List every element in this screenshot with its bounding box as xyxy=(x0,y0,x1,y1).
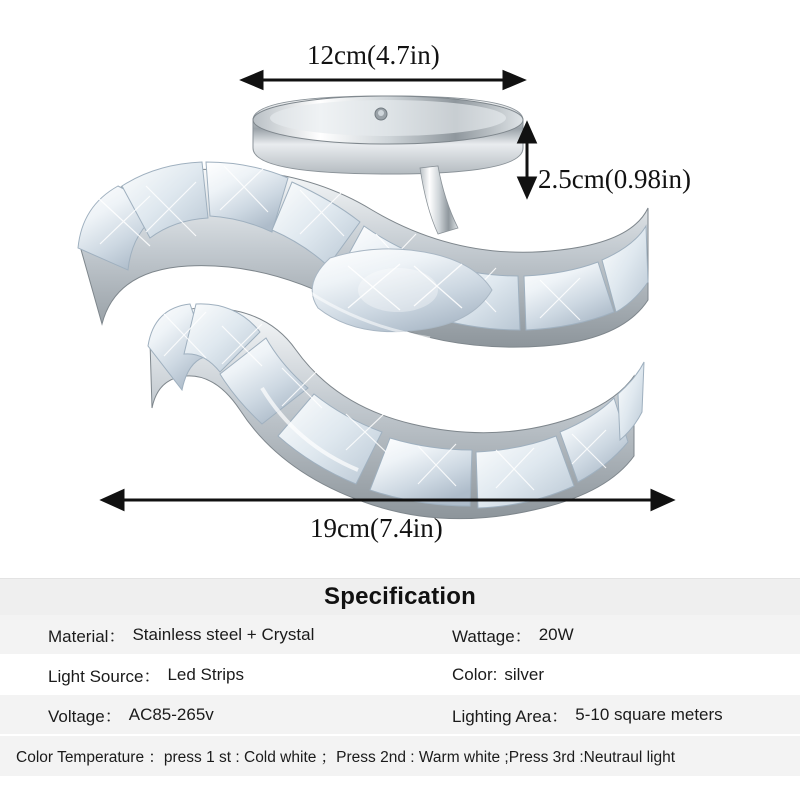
dimension-right-height: 2.5cm(0.98in) xyxy=(538,164,691,194)
spec-color-temperature-note: Color Temperature ：press 1 st : Cold white ；Press 2nd : Warm white ;Press 3rd :Neutraul light xyxy=(16,749,675,766)
specification-title: Specification xyxy=(324,583,476,610)
specification-panel xyxy=(0,578,800,800)
bottom-strip xyxy=(0,790,800,800)
spec-key-color: Color: xyxy=(452,664,498,684)
spec-cell-color xyxy=(390,665,800,685)
spec-key-wattage: Wattage： xyxy=(452,627,532,646)
spec-key-light-source: Light Source： xyxy=(48,667,161,686)
spec-cell-lighting-area xyxy=(390,702,800,727)
spec-cell-light-source xyxy=(0,662,390,687)
dimension-bottom-width: 19cm(7.4in) xyxy=(310,513,443,543)
spec-value-voltage: AC85-265v xyxy=(128,704,214,724)
table-row xyxy=(0,655,800,695)
spec-value-light-source: Led Strips xyxy=(167,664,244,684)
table-row xyxy=(0,615,800,655)
spec-key-voltage: Voltage： xyxy=(48,707,122,726)
spec-key-lighting-area: Lighting Area： xyxy=(452,707,569,726)
spec-value-material: Stainless steel + Crystal xyxy=(132,624,315,644)
spec-cell-wattage xyxy=(390,622,800,647)
spec-value-color: silver xyxy=(504,664,545,684)
table-row xyxy=(0,695,800,735)
spec-key-material: Material： xyxy=(48,627,126,646)
spec-value-wattage: 20W xyxy=(538,624,574,644)
dimension-top-width: 12cm(4.7in) xyxy=(307,40,440,70)
specification-title-bar xyxy=(0,578,800,615)
spec-cell-material xyxy=(0,622,390,647)
spec-value-lighting-area: 5-10 square meters xyxy=(575,704,723,724)
spec-cell-voltage xyxy=(0,702,390,727)
spec-footer-row xyxy=(0,735,800,776)
